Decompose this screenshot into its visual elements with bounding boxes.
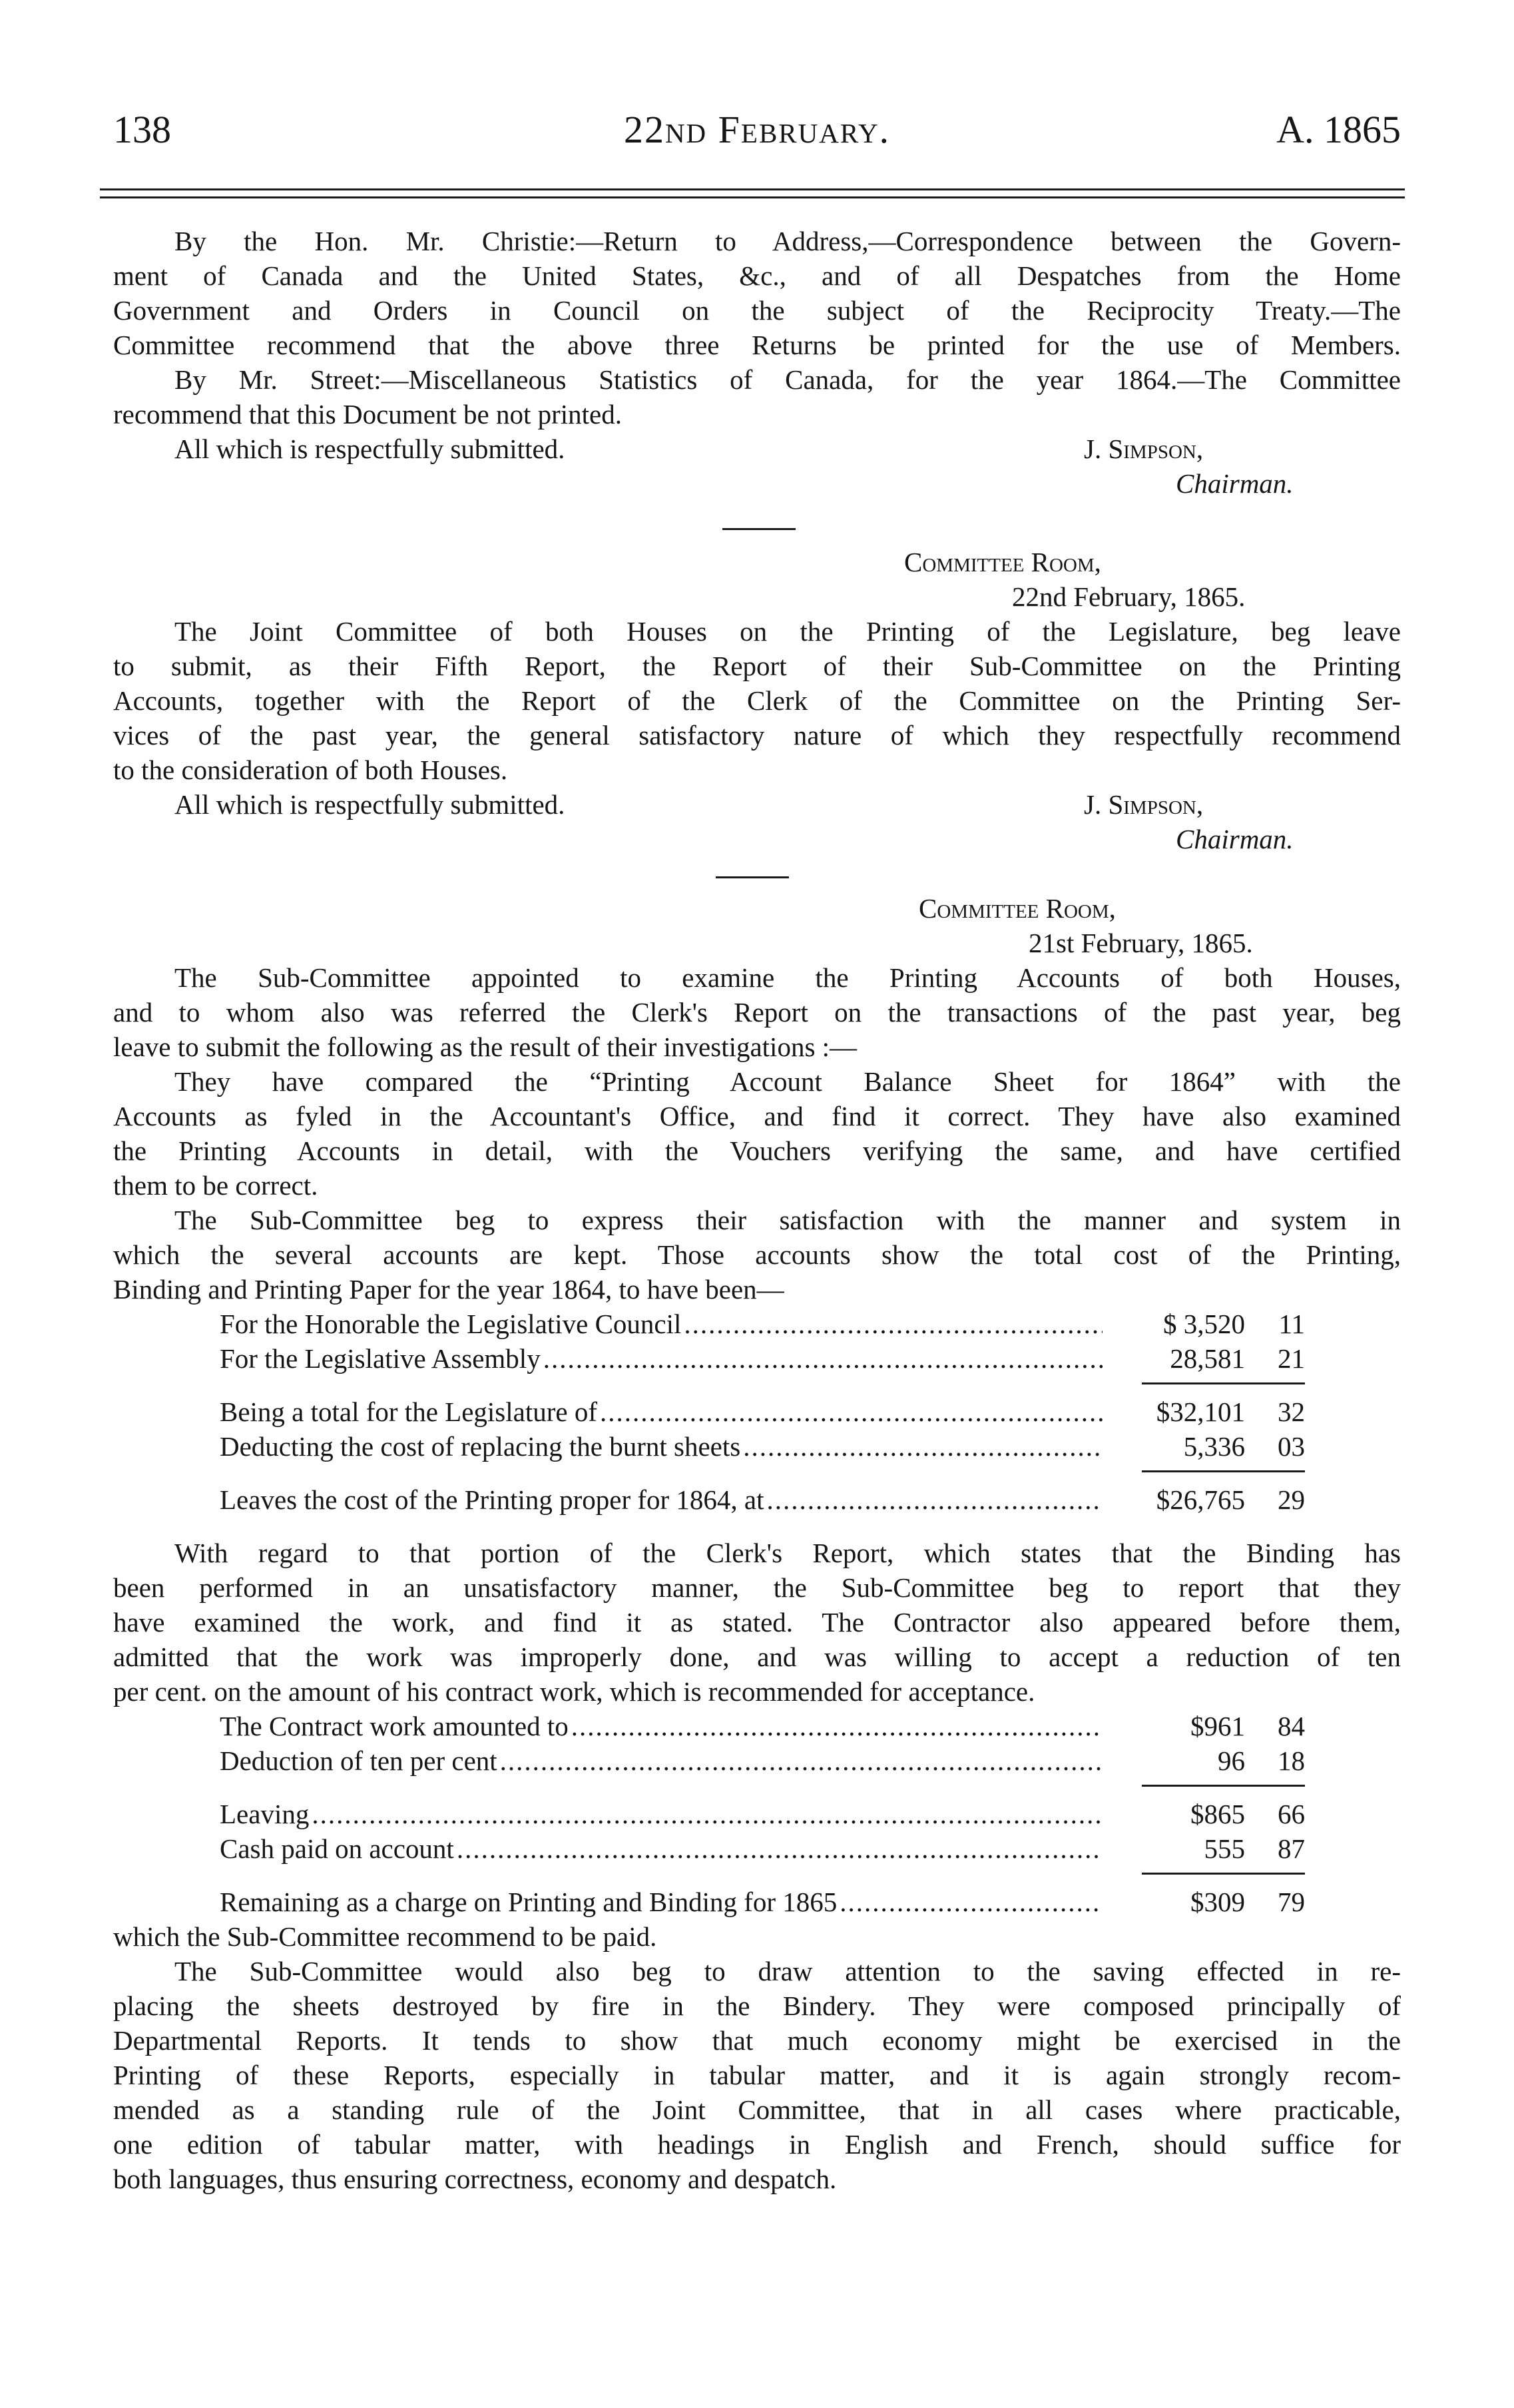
- text-line: been performed in an unsatisfactory manner, the Sub-Committee beg to report that they: [113, 1572, 1401, 1603]
- page-number: 138: [113, 108, 171, 151]
- account-label: For the Honorable the Legislative Council: [220, 1309, 682, 1339]
- account-cents: 66: [1278, 1799, 1305, 1829]
- account-amount: $309: [1190, 1887, 1245, 1917]
- account-row: [220, 1743, 1305, 1778]
- committee-room-label: Committee Room,: [904, 547, 1101, 577]
- account-label: Leaving: [220, 1799, 310, 1829]
- account-label: Remaining as a charge on Printing and Binding for 1865: [220, 1887, 838, 1917]
- text-line: Accounts, together with the Report of the Clerk of the Committee on the Printing Ser-: [113, 685, 1401, 716]
- text-line: admitted that the work was improperly done, and was willing to accept a reduction of ten: [113, 1642, 1401, 1672]
- text-line: them to be correct.: [113, 1170, 318, 1201]
- account-row: [220, 1885, 1305, 1919]
- text-line: The Sub-Committee beg to express their satisfaction with the manner and system in: [174, 1205, 1401, 1235]
- account-row: [220, 1394, 1305, 1429]
- account-row: [220, 1482, 1305, 1517]
- account-label: Deducting the cost of replacing the burnt sheets: [220, 1431, 741, 1462]
- text-line: ment of Canada and the United States, &c., and of all Despatches from the Home: [113, 260, 1401, 291]
- text-line: leave to submit the following as the result of their investigations :—: [113, 1032, 858, 1062]
- page-header: [113, 100, 1401, 160]
- text-line: per cent. on the amount of his contract work, which is recommended for acceptance.: [113, 1676, 1035, 1707]
- account-cents: 29: [1278, 1484, 1305, 1515]
- sum-rule: [1142, 1873, 1305, 1875]
- account-cents: 84: [1278, 1711, 1305, 1741]
- section-divider: [716, 876, 789, 878]
- account-cents: 87: [1278, 1833, 1305, 1864]
- committee-room-date: 22nd February, 1865.: [1012, 581, 1246, 612]
- text-line: vices of the past year, the general satisfactory nature of which they respectfully recommend: [113, 720, 1401, 751]
- sum-rule: [1142, 1470, 1305, 1472]
- account-row: [220, 1831, 1305, 1866]
- header-date: 22nd February.: [623, 108, 891, 151]
- account-row: [220, 1429, 1305, 1464]
- signature-title: Chairman.: [1176, 468, 1294, 499]
- text-line: By the Hon. Mr. Christie:—Return to Address,—Correspondence between the Govern-: [174, 226, 1401, 256]
- account-row: [220, 1797, 1305, 1831]
- submitted-line: All which is respectfully submitted.: [174, 789, 565, 820]
- submitted-line: All which is respectfully submitted.: [174, 434, 565, 464]
- text-line: which the several accounts are kept. Those accounts show the total cost of the Printing,: [113, 1239, 1401, 1270]
- account-label: Being a total for the Legislature of: [220, 1396, 597, 1427]
- account-cents: 32: [1278, 1396, 1305, 1427]
- account-cents: 79: [1278, 1887, 1305, 1917]
- text-line: both languages, thus ensuring correctness, economy and despatch.: [113, 2164, 837, 2194]
- text-line: Committee recommend that the above three Returns be printed for the use of Members.: [113, 330, 1401, 360]
- text-line: the Printing Accounts in detail, with the Vouchers verifying the same, and have certified: [113, 1135, 1401, 1166]
- account-cents: 11: [1278, 1309, 1305, 1339]
- account-cents: 03: [1278, 1431, 1305, 1462]
- text-line: The Joint Committee of both Houses on the Printing of the Legislature, beg leave: [174, 616, 1401, 647]
- account-label: Cash paid on account: [220, 1833, 454, 1864]
- account-row: [220, 1709, 1305, 1743]
- text-line: to the consideration of both Houses.: [113, 754, 508, 785]
- account-amount: 96: [1218, 1745, 1245, 1776]
- account-amount: 28,581: [1170, 1343, 1245, 1374]
- signature-title: Chairman.: [1176, 824, 1294, 854]
- account-row: [220, 1341, 1305, 1376]
- account-amount: $961: [1190, 1711, 1245, 1741]
- text-line: have examined the work, and find it as stated. The Contractor also appeared before them,: [113, 1607, 1401, 1638]
- account-amount: $865: [1190, 1799, 1245, 1829]
- text-line: one edition of tabular matter, with headings in English and French, should suffice for: [113, 2129, 1401, 2160]
- account-label: The Contract work amounted to: [220, 1711, 569, 1741]
- sum-rule: [1142, 1382, 1305, 1384]
- text-line: Binding and Printing Paper for the year 1864, to have been—: [113, 1274, 784, 1305]
- account-amount: 555: [1204, 1833, 1245, 1864]
- text-line: placing the sheets destroyed by fire in the Bindery. They were composed principally of: [113, 1990, 1401, 2021]
- text-line: which the Sub-Committee recommend to be paid.: [113, 1921, 657, 1952]
- text-line: The Sub-Committee appointed to examine the Printing Accounts of both Houses,: [174, 962, 1401, 993]
- signature-name: J. Simpson,: [1084, 434, 1204, 464]
- committee-room-label: Committee Room,: [919, 893, 1116, 924]
- header-rule-bottom: [100, 196, 1405, 198]
- header-rule-top: [100, 188, 1405, 190]
- account-amount: $26,765: [1156, 1484, 1245, 1515]
- committee-room-date: 21st February, 1865.: [1029, 928, 1253, 958]
- signature-name: J. Simpson,: [1084, 789, 1204, 820]
- account-amount: $ 3,520: [1163, 1309, 1245, 1339]
- account-label: Leaves the cost of the Printing proper for 1864, at: [220, 1484, 764, 1515]
- account-row: [220, 1307, 1305, 1341]
- account-cents: 21: [1278, 1343, 1305, 1374]
- account-label: For the Legislative Assembly: [220, 1343, 541, 1374]
- account-amount: $32,101: [1156, 1396, 1245, 1427]
- sum-rule: [1142, 1785, 1305, 1787]
- text-line: With regard to that portion of the Clerk's Report, which states that the Binding has: [174, 1538, 1401, 1568]
- text-line: Government and Orders in Council on the subject of the Reciprocity Treaty.—The: [113, 295, 1401, 326]
- header-year: A. 1865: [1276, 108, 1401, 151]
- text-line: recommend that this Document be not printed.: [113, 399, 623, 430]
- text-line: The Sub-Committee would also beg to draw attention to the saving effected in re-: [174, 1956, 1401, 1986]
- text-line: and to whom also was referred the Clerk's Report on the transactions of the past year, beg: [113, 997, 1401, 1028]
- text-line: By Mr. Street:—Miscellaneous Statistics of Canada, for the year 1864.—The Committee: [174, 364, 1401, 395]
- account-amount: 5,336: [1183, 1431, 1245, 1462]
- section-divider: [722, 528, 796, 530]
- text-line: Accounts as fyled in the Accountant's Office, and find it correct. They have also examined: [113, 1101, 1401, 1131]
- text-line: They have compared the “Printing Account Balance Sheet for 1864” with the: [174, 1066, 1401, 1097]
- account-cents: 18: [1278, 1745, 1305, 1776]
- text-line: Printing of these Reports, especially in tabular matter, and it is again strongly recom-: [113, 2060, 1401, 2090]
- account-label: Deduction of ten per cent: [220, 1745, 497, 1776]
- text-line: to submit, as their Fifth Report, the Report of their Sub-Committee on the Printing: [113, 651, 1401, 681]
- text-line: Departmental Reports. It tends to show that much economy might be exercised in the: [113, 2025, 1401, 2056]
- text-line: mended as a standing rule of the Joint Committee, that in all cases where practicable,: [113, 2094, 1401, 2125]
